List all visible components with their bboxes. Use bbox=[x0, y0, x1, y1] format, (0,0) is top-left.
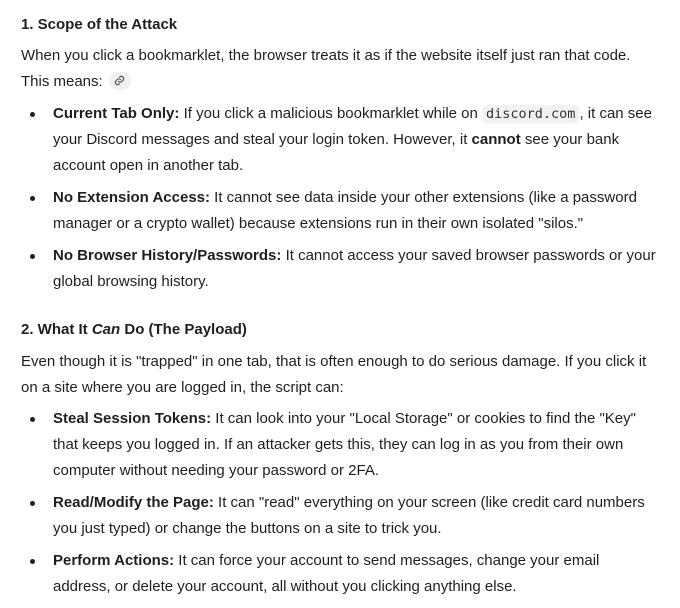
intro-text: When you click a bookmarklet, the browser treats it as if the website itself just ran that code. This means: bbox=[21, 47, 631, 90]
bullet-dot bbox=[30, 559, 35, 564]
item-text: It can force your account to send messages, change your email address, or delete your account, all without you clicking anything else. bbox=[53, 552, 600, 595]
list-item bbox=[21, 101, 657, 179]
heading-emphasis: Can bbox=[91, 321, 121, 338]
item-title: Read/Modify the Page: bbox=[53, 494, 214, 511]
list-item bbox=[21, 490, 657, 542]
section-heading-payload bbox=[21, 320, 247, 340]
bullet-dot bbox=[30, 112, 35, 117]
item-text: , it can see your Discord messages and steal your login token. However, it bbox=[53, 105, 652, 148]
section-heading-scope: 1. Scope of the Attack bbox=[21, 16, 178, 33]
item-text: It can look into your "Local Storage" or cookies to find the "Key" that keeps you logged in. If an attacker gets this, they can log in as you from their own computer without needing your password or 2FA. bbox=[53, 410, 636, 479]
bullet-dot bbox=[30, 196, 35, 201]
item-emphasis: cannot bbox=[471, 131, 521, 148]
link-icon bbox=[114, 75, 125, 86]
item-title: No Browser History/Passwords: bbox=[53, 247, 282, 264]
bullet-dot bbox=[30, 254, 35, 259]
section-intro-scope bbox=[21, 43, 657, 95]
inline-code: discord.com bbox=[482, 105, 579, 123]
list-item bbox=[21, 406, 657, 484]
item-title: Current Tab Only: bbox=[53, 105, 180, 122]
source-link-chip[interactable] bbox=[109, 72, 131, 90]
payload-list bbox=[21, 406, 657, 606]
item-text: It can "read" everything on your screen (like credit card numbers you just typed) or change the buttons on a site to trick you. bbox=[53, 494, 645, 537]
bullet-dot bbox=[30, 501, 35, 506]
item-title: No Extension Access: bbox=[53, 189, 210, 206]
scope-list bbox=[21, 101, 657, 301]
item-text: If you click a malicious bookmarklet while on bbox=[179, 105, 483, 122]
item-text: see your bank account open in another tab. bbox=[53, 131, 620, 174]
list-item bbox=[21, 185, 657, 237]
item-text: It cannot see data inside your other extensions (like a password manager or a crypto wallet) because extensions run in their own isolated "silos." bbox=[53, 189, 637, 232]
list-item bbox=[21, 548, 657, 600]
heading-text: 2. What It bbox=[21, 321, 92, 338]
bullet-dot bbox=[30, 417, 35, 422]
section-intro-payload: Even though it is "trapped" in one tab, that is often enough to do serious damage. If you click it on a site where you are logged in, the script can: bbox=[21, 353, 647, 396]
item-title: Steal Session Tokens: bbox=[53, 410, 212, 427]
item-text: It cannot access your saved browser passwords or your global browsing history. bbox=[53, 247, 656, 290]
item-title: Perform Actions: bbox=[53, 552, 175, 569]
heading-text: Do (The Payload) bbox=[120, 321, 247, 338]
list-item bbox=[21, 243, 657, 295]
